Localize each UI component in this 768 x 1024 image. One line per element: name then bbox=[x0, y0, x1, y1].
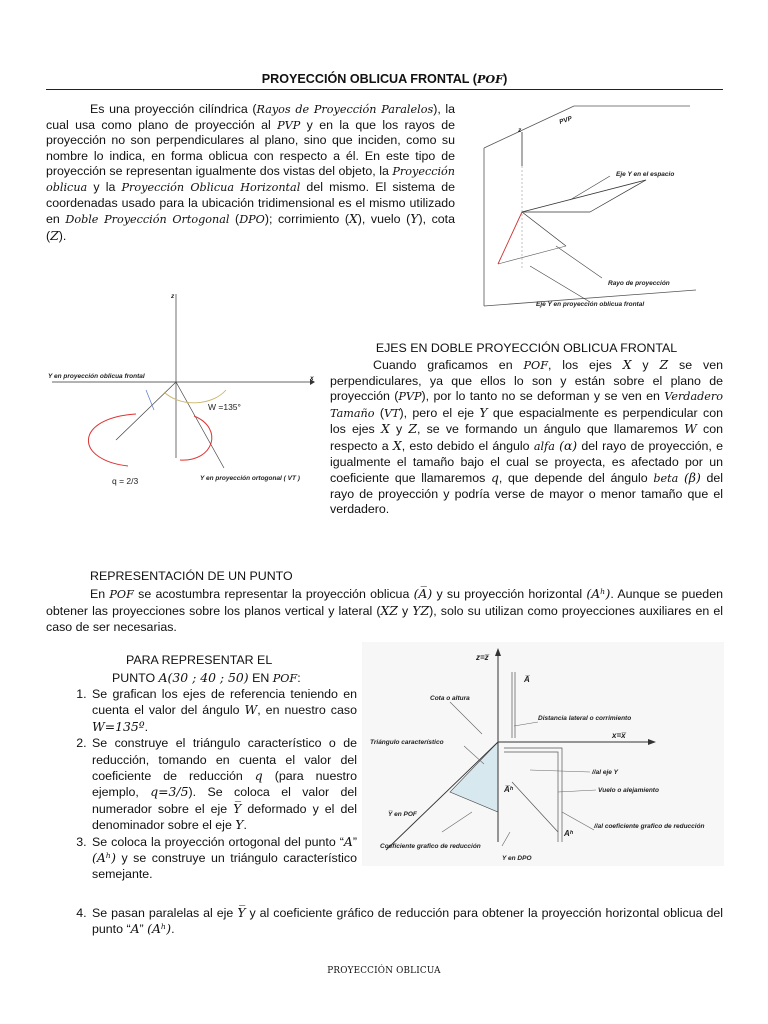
step-2: 2. Se construye el triángulo característico o de reducción, tomando en cuenta el valor del coeficiente de reducción q (para nuestro ejemplo, q=3/5). Se coloca el valor del numerador sobre el eje Y̅ deformado y el del denominador sobre el eje Y. bbox=[90, 735, 357, 833]
figure-axes-dpo bbox=[44, 288, 324, 493]
label-cota: Cota o altura bbox=[430, 695, 470, 702]
page-footer: PROYECCIÓN OBLICUA bbox=[327, 966, 441, 976]
label-y-pof: Y en proyección oblicua frontal bbox=[48, 373, 145, 380]
para-representar-heading: PARA REPRESENTAR EL PUNTO A(30 ; 40 ; 50) EN POF: bbox=[112, 653, 301, 685]
label-xx: x=x̅ bbox=[612, 731, 626, 740]
label-coef: //al coeficiente grafico de reducción bbox=[594, 823, 705, 830]
label-w: W =135° bbox=[208, 402, 241, 412]
steps-list bbox=[46, 686, 357, 883]
ejes-heading: EJES EN DOBLE PROYECCIÓN OBLICUA FRONTAL bbox=[375, 341, 678, 355]
step-3: 3. Se coloca la proyección ortogonal del punto “A” (Aʰ) y se construye un triángulo característico semejante. bbox=[90, 834, 357, 883]
figure-oblique-projection bbox=[470, 96, 700, 316]
label-x-axis: x bbox=[310, 375, 314, 382]
label-eje-pof: Eje Y en proyección oblicua frontal bbox=[536, 301, 645, 308]
label-q: q = 2/3 bbox=[112, 476, 139, 486]
figure-point-representation bbox=[362, 642, 724, 866]
title-rule bbox=[46, 89, 723, 90]
label-eje-y: //al eje Y bbox=[592, 769, 618, 776]
label-pvp: PVP bbox=[558, 115, 573, 126]
label-zz: z=z̅ bbox=[476, 653, 489, 662]
label-y-pof: Y̅ en POF bbox=[388, 811, 417, 818]
label-rayo: Rayo de proyección bbox=[608, 280, 670, 287]
step-4: 4. Se pasan paralelas al eje Y̅ y al coeficiente gráfico de reducción para obtener la proyección horizontal oblicua del punto “A” (Aʰ). bbox=[90, 905, 723, 938]
punto-paragraph: En POF se acostumbra representar la proyección oblicua (A̅) y su proyección horizontal (Aʰ). Aunque se pueden obtener las proyecciones sobre los planos vertical y lateral (XZ y YZ), solo su utilizan como proyecciones auxiliares en el caso de ser necesarias. bbox=[46, 586, 723, 634]
punto-heading: REPRESENTACIÓN DE UN PUNTO bbox=[90, 569, 293, 583]
label-z-axis: z bbox=[171, 293, 175, 300]
label-z: z bbox=[518, 127, 522, 134]
label-vuelo: Vuelo o alejamiento bbox=[598, 787, 659, 794]
ejes-paragraph: Cuando graficamos en POF, los ejes X y Z se ven perpendiculares, ya que ellos lo son y están sobre el plano de proyección (PVP), por lo tanto no se deforman y se ven en Verdadero Tamaño (VT), pero el eje Y que espacialmente es perpendicular con los ejes X y Z, se ve formando un ángulo que llamaremos W con respecto a X, esto debido el ángulo alfa (α) del rayo de proyección, e igualmente el tamaño bajo el cual se proyecta, es afectado por un coeficiente que llamaremos q, que depende del ángulo beta (β) del rayo de proyección y podría verse de mayor o menor tamaño que el verdadero. bbox=[330, 357, 723, 517]
label-a-bar: A̅ bbox=[524, 675, 530, 684]
label-y-dpo: Y en DPO bbox=[502, 855, 532, 862]
label-ah: Aʰ bbox=[564, 829, 573, 838]
label-coef-grafico: Coeficiente grafico de reducción bbox=[380, 843, 481, 850]
intro-paragraph: Es una proyección cilíndrica (Rayos de Proyección Paralelos), la cual usa como plano de proyección al PVP y en la que los rayos de proyección no son perpendiculares al plano, sino que inciden, como su nombre lo indica, en forma oblicua con respecto a él. En este tipo de proyección se representan igualmente dos vistas del objeto, la Proyección oblicua y la Proyección Oblicua Horizontal del mismo. El sistema de coordenadas usado para la ubicación tridimensional es el mismo utilizado en Doble Proyección Ortogonal (DPO); corrimiento (X), vuelo (Y), cota (Z). bbox=[46, 102, 456, 243]
steps-list-cont bbox=[46, 905, 723, 938]
label-y-vt: Y en proyección ortogonal ( VT ) bbox=[200, 475, 300, 482]
label-eje-espacio: Eje Y en el espacio bbox=[616, 171, 675, 178]
label-triangulo: Triángulo característico bbox=[370, 739, 444, 746]
label-distancia: Distancia lateral o corrimiento bbox=[538, 715, 632, 722]
label-ah-bar: A̅ʰ bbox=[504, 785, 513, 794]
page-title: PROYECCIÓN OBLICUA FRONTAL (POF) bbox=[261, 72, 508, 86]
step-1: 1. Se grafican los ejes de referencia teniendo en cuenta el valor del ángulo W, en nuestro caso W=135º. bbox=[90, 686, 357, 735]
